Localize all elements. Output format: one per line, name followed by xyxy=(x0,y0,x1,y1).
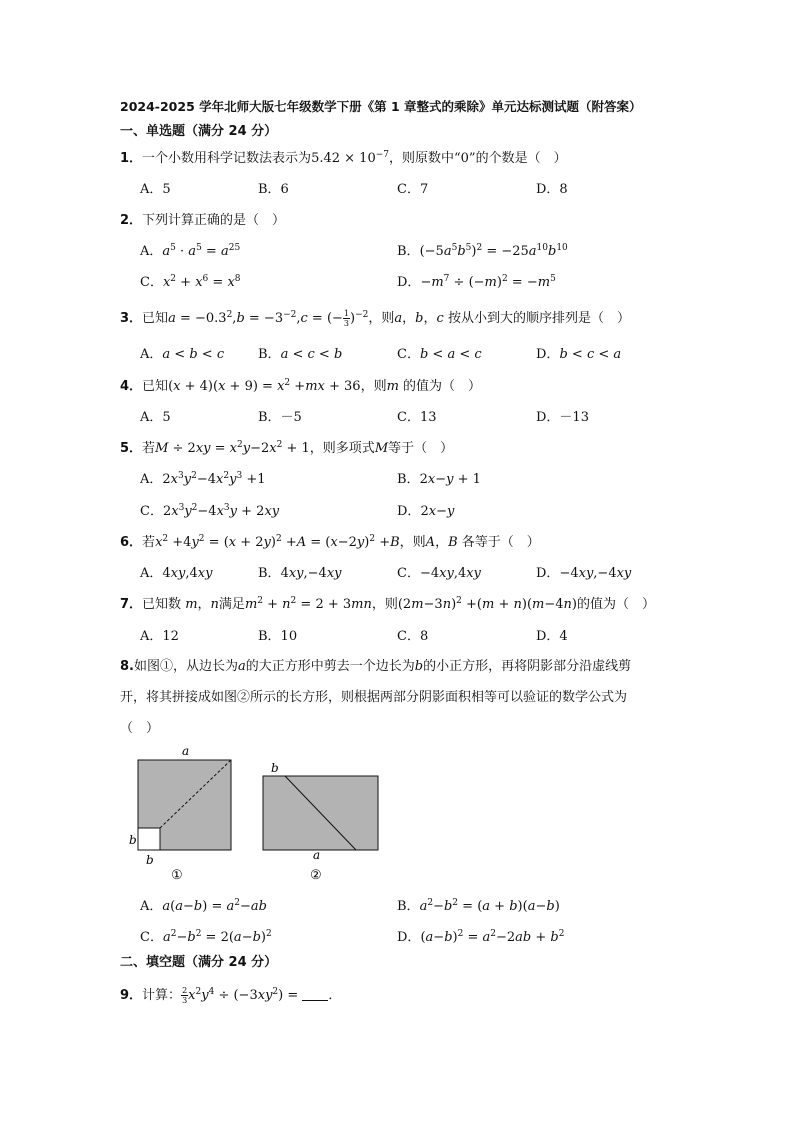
question-text: ． xyxy=(328,988,342,1003)
answer-blank[interactable] xyxy=(302,988,328,1001)
question-text: 计算： xyxy=(142,988,182,1003)
option-c[interactable]: C．$x^2 + x^6 = x^8$ xyxy=(140,274,241,290)
label-b-fig2: b xyxy=(271,761,279,775)
question-text: 的值为（ ） xyxy=(576,597,655,612)
option-label: D． xyxy=(397,504,421,519)
option-label: B． xyxy=(397,472,420,487)
question-text: 等于（ ） xyxy=(388,441,454,456)
question-8-line-1: 8.如图①，从边长为a的大正方形中剪去一个边长为b的小正方形，再将阴影部分沿虚线剪 xyxy=(120,659,632,674)
section-heading-single-choice: 一、单选题（满分 24 分） xyxy=(120,124,278,139)
option-b[interactable]: B．4xy,−4xy xyxy=(258,566,342,581)
option-d[interactable]: D．8 xyxy=(536,182,568,197)
question-number: 5． xyxy=(120,441,143,456)
option-label: B． xyxy=(397,899,420,914)
question-text: 一个小数用科学记数法表示为 xyxy=(142,151,312,166)
option-b[interactable]: B．6 xyxy=(258,182,289,197)
option-a[interactable]: A．5 xyxy=(140,182,171,197)
question-number: 8. xyxy=(120,659,134,674)
fraction xyxy=(343,309,350,328)
option-b[interactable]: B．2x−y + 1 xyxy=(397,472,481,487)
question-number: 4． xyxy=(120,379,143,394)
question-1 xyxy=(120,147,567,166)
question-text: ，则 xyxy=(399,535,426,550)
option-a[interactable]: A．$a(a-b) = a^2-ab$ xyxy=(140,898,267,914)
question-text: 的大正方形中剪去一个边长为 xyxy=(245,659,415,674)
option-a[interactable]: A．4xy,4xy xyxy=(140,566,213,581)
option-b[interactable]: B．a < c < b xyxy=(258,347,343,362)
option-d[interactable]: D．2x−y xyxy=(397,504,455,519)
fraction-numerator: 1 xyxy=(343,309,350,318)
option-label: D． xyxy=(536,566,560,581)
question-number: 7． xyxy=(120,597,143,612)
option-label: A． xyxy=(140,566,163,581)
option-a[interactable]: A．a < b < c xyxy=(140,347,225,362)
question-text: ，则多项式 xyxy=(309,441,375,456)
question-8-line-3: （ ） xyxy=(120,721,160,736)
option-c[interactable]: C．13 xyxy=(397,410,437,425)
question-text: ，则原数中“0”的个数是（ ） xyxy=(389,151,567,166)
option-c[interactable]: C．8 xyxy=(397,629,429,644)
question-6: 6．若$x^2 +4y^2 = (x + 2y)^2 +A = (x-2y)^2 +B$，则A，B 各等于（ ） xyxy=(120,534,540,550)
option-label: A． xyxy=(140,347,163,362)
question-number: 9． xyxy=(120,988,143,1003)
option-c[interactable]: C．$a^2-b^2 = 2(a-b)^2$ xyxy=(140,929,272,945)
option-label: C． xyxy=(397,566,420,581)
option-b[interactable]: B．－5 xyxy=(258,410,302,425)
option-c[interactable]: C．$2x^3y^2-4x^3y + 2xy$ xyxy=(140,503,280,519)
option-d[interactable]: D．$(a-b)^2 = a^2-2ab + b^2$ xyxy=(397,929,565,945)
fraction-denominator: 3 xyxy=(182,996,188,1005)
option-label: D． xyxy=(397,930,421,945)
option-d[interactable]: D．－13 xyxy=(536,410,589,425)
question-text: ，则 xyxy=(368,311,395,326)
small-square-cutout xyxy=(138,828,160,850)
option-d[interactable]: D．4 xyxy=(536,629,568,644)
option-label: A． xyxy=(140,899,163,914)
option-d[interactable]: D．−4xy,−4xy xyxy=(536,566,632,581)
question-text: 各等于（ ） xyxy=(461,535,540,550)
option-b[interactable]: B．$(-5a^5b^5)^2 = -25a^{10}b^{10}$ xyxy=(397,243,568,259)
label-b-side-fig1: b xyxy=(129,833,137,847)
question-3: 3．已知$a = -0.3^2,b = -3^{-2},c$ = (− $\frac{1}{3}$ )$^{-2}$，则a，b，c 按从小到大的顺序排列是（ ） xyxy=(120,309,630,328)
option-c[interactable]: C．7 xyxy=(397,182,429,197)
option-label: A． xyxy=(140,472,163,487)
option-label: A． xyxy=(140,244,163,259)
question-number: 1． xyxy=(120,151,143,166)
option-label: B． xyxy=(397,244,420,259)
option-a[interactable]: A．$a^5 \cdot a^5 = a^{25}$ xyxy=(140,243,241,259)
math-value: 5.42 xyxy=(311,151,341,166)
option-d[interactable]: D．b < c < a xyxy=(536,347,622,362)
question-text: 按从小到大的顺序排列是（ ） xyxy=(447,311,630,326)
question-7: 7．已知数 m，n满足$m^2 + n^2 = 2 + 3mn$，则$(2m-3n)^2 +(m + n)(m-4n)$的值为（ ） xyxy=(120,596,655,612)
question-text: 如图①，从边长为 xyxy=(133,659,238,674)
question-text: 满足 xyxy=(218,597,245,612)
option-label: B． xyxy=(258,566,281,581)
section-heading-fill-in: 二、填空题（满分 24 分） xyxy=(120,955,278,970)
option-label: C． xyxy=(140,930,163,945)
option-c[interactable]: C．b < a < c xyxy=(397,347,482,362)
question-text: 的小正方形，再将阴影部分沿虚线剪 xyxy=(423,659,632,674)
question-number: 3． xyxy=(120,311,143,326)
label-b-bottom-fig1: b xyxy=(146,853,154,867)
question-4: 4．已知$(x + 4)(x + 9) = x^2 +mx + 36$，则m 的值为（ ） xyxy=(120,378,482,394)
question-2 xyxy=(120,209,285,228)
question-text: 下列计算正确的是（ ） xyxy=(142,213,286,228)
option-c[interactable]: C．−4xy,4xy xyxy=(397,566,481,581)
question-text: 若 xyxy=(142,441,156,456)
option-label: C． xyxy=(140,275,163,290)
option-b[interactable]: B．10 xyxy=(258,629,298,644)
fraction-numerator: 2 xyxy=(182,986,188,995)
label-a-fig1: a xyxy=(182,744,190,758)
option-b[interactable]: B．$a^2-b^2 = (a + b)(a-b)$ xyxy=(397,898,560,914)
question-text: 已知 xyxy=(142,379,169,394)
fraction-denominator: 3 xyxy=(343,319,350,328)
label-a-fig2: a xyxy=(313,848,321,862)
question-5: 5．若$M \div 2xy = x^2y-2x^2 + 1$，则多项式M等于（ ） xyxy=(120,440,454,456)
option-label: C． xyxy=(140,504,163,519)
question-text: ，则 xyxy=(360,379,387,394)
question-text: ，则 xyxy=(371,597,398,612)
option-a[interactable]: A．$2x^3y^2-4x^2y^3 +1$ xyxy=(140,471,266,487)
math-exponent: −7 xyxy=(375,150,389,160)
option-a[interactable]: A．12 xyxy=(140,629,179,644)
option-label: B． xyxy=(258,347,281,362)
figure-area xyxy=(120,740,390,885)
figure-1-label: ① xyxy=(171,868,183,883)
question-text: 若 xyxy=(142,535,156,550)
page-title: 2024-2025 学年北师大版七年级数学下册《第 1 章整式的乘除》单元达标测试题（附答案） xyxy=(120,99,642,114)
question-text: 已知数 xyxy=(142,597,182,612)
question-number: 6． xyxy=(120,535,143,550)
math-value: × 10 xyxy=(340,151,376,166)
question-8-line-2: 开，将其拼接成如图②所示的长方形，则根据两部分阴影面积相等可以验证的数学公式为 xyxy=(120,690,628,705)
option-label: D． xyxy=(397,275,421,290)
option-d[interactable]: D．$-m^7 \div (-m)^2 = -m^5$ xyxy=(397,274,556,290)
question-text: 已知 xyxy=(142,311,169,326)
figure-2-label: ② xyxy=(310,868,322,883)
option-label: C． xyxy=(397,347,420,362)
question-text: 的值为（ ） xyxy=(403,379,482,394)
option-a[interactable]: A．5 xyxy=(140,410,171,425)
question-9: 9．计算： $\frac{2}{3}$ $x^2y^4 \div (-3xy^2)$ = ． xyxy=(120,986,342,1005)
option-label: D． xyxy=(536,347,560,362)
question-number: 2． xyxy=(120,213,143,228)
